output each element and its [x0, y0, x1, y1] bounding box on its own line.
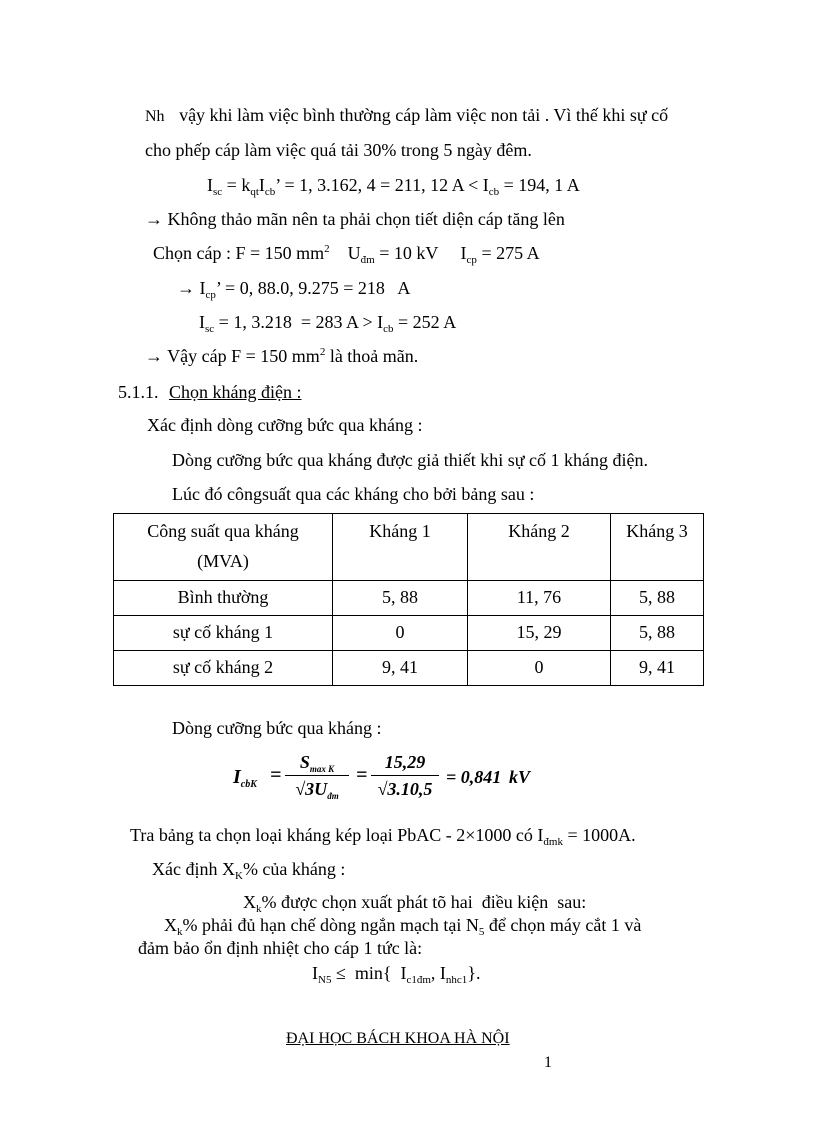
inequality-line: $I_{N5} \le \min${ $I_{c1đm}$, $I_{nhc1}$}.: [312, 963, 481, 986]
line-define-xk: Xác định $X_K\%$ của kháng :: [152, 859, 346, 882]
line-assumption: Dòng cưỡng bức qua kháng được giả thiết khi sự cố 1 kháng điện.: [172, 450, 648, 470]
table-header-cell: Kháng 1: [333, 514, 468, 581]
power-table: [113, 513, 704, 686]
table-row: [114, 651, 704, 686]
line-conditions: $X_k\%$ được chọn xuất phát tõ hai điều kiện sau:: [243, 892, 587, 915]
section-heading: [118, 381, 302, 403]
table-row: [114, 616, 704, 651]
table-cell: 5, 88: [611, 581, 704, 616]
table-cell: 5, 88: [611, 616, 704, 651]
table-header-cell: Kháng 3: [611, 514, 704, 581]
table-cell: sự cố kháng 1: [114, 616, 333, 651]
line-2: cho phếp cáp làm việc quá tải 30% trong 5 ngày đêm.: [145, 140, 532, 160]
line-current-label: Dòng cưỡng bức qua kháng :: [172, 718, 382, 738]
section-number: 5.1.1.: [118, 382, 159, 402]
table-cell: Bình thường: [114, 581, 333, 616]
page-footer: ĐẠI HỌC BÁCH KHOA HÀ NỘI: [286, 1030, 510, 1047]
table-header-row: [114, 514, 704, 581]
line-choose-reactor: Tra bảng ta chọn loại kháng kép loại PbAC - 2×1000 có $I_{đmk} = 1000A$.: [130, 825, 636, 848]
table-cell: 5, 88: [333, 581, 468, 616]
table-row: [114, 581, 704, 616]
table-cell: 9, 41: [611, 651, 704, 686]
cable-selection-line: Chọn cáp : F = 150 $mm^2$ $U_{đm} = 10$ kV $I_{cp} = 275$ A: [153, 243, 540, 266]
table-cell: 15, 29: [468, 616, 611, 651]
table-header-cell: Công suất qua kháng (MVA): [114, 514, 333, 581]
equation-isc-1: $I_{sc} = k_{qt}I_{cb}$’ = 1, 3.162, 4 = 211, 12 $A < I_{cb} = 194$, 1 A: [207, 175, 580, 198]
equation-icp: → $I_{cp}$’ = 0, 88.0, 9.275 = 218 A: [177, 278, 411, 301]
line-1: [145, 104, 668, 128]
line-conclusion: → Vậy cáp F = 150 $mm^2$ là thoả mãn.: [145, 346, 419, 366]
table-cell: 11, 76: [468, 581, 611, 616]
line-table-intro: Lúc đó côngsuất qua các kháng cho bởi bảng sau :: [172, 484, 535, 504]
line-1-text: vậy khi làm việc bình thường cáp làm việc non tải . Vì thế khi sự cố: [179, 105, 669, 125]
table-header-cell: Kháng 2: [468, 514, 611, 581]
table-cell: 9, 41: [333, 651, 468, 686]
table-cell: 0: [333, 616, 468, 651]
line-not-satisfied: → Không thảo mãn nên ta phải chọn tiết diện cáp tăng lên: [145, 209, 565, 229]
line-define-current: Xác định dòng cưỡng bức qua kháng :: [147, 415, 423, 435]
page-number: 1: [544, 1054, 552, 1071]
section-title: Chọn kháng điện :: [169, 382, 302, 402]
table-cell: sự cố kháng 2: [114, 651, 333, 686]
equation-isc-2: $I_{sc} = 1$, 3.218 = 283 $A > I_{cb} = 252$ A: [199, 312, 457, 335]
nh-fragment: Nh: [145, 108, 165, 125]
line-limit-current: $X_k\%$ phải đủ hạn chế dòng ngắn mạch tại $N_5$ để chọn máy cắt 1 và: [164, 915, 642, 938]
table-cell: 0: [468, 651, 611, 686]
line-thermal-stability: đảm bảo ổn định nhiệt cho cáp 1 tức là:: [138, 938, 423, 958]
